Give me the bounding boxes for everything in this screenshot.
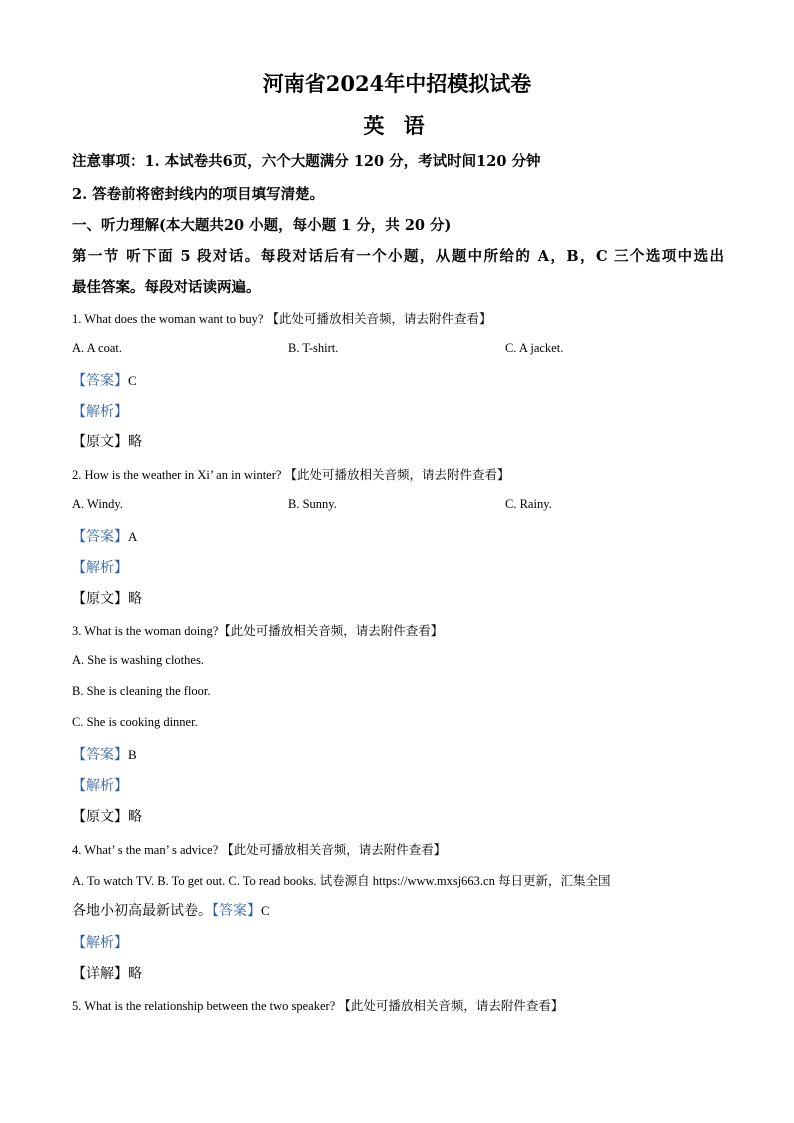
- question-3-option-a: A. She is washing clothes.: [72, 653, 204, 667]
- question-5-stem: 5. What is the relationship between the two speaker? 【此处可播放相关音频，请去附件查看】: [72, 999, 564, 1013]
- part-instruction-line-2: 最佳答案。每段对话读两遍。: [72, 279, 261, 296]
- question-4-analysis: 【解析】: [72, 935, 128, 951]
- question-1-stem: 1. What does the woman want to buy? 【此处可播放相关音频，请去附件查看】: [72, 312, 492, 326]
- question-1-option-a: A. A coat.: [72, 341, 122, 355]
- question-1-original: 【原文】略: [72, 434, 142, 450]
- question-2-analysis: 【解析】: [72, 560, 128, 576]
- question-1-answer: 【答案】C: [72, 373, 137, 389]
- question-3-option-c: C. She is cooking dinner.: [72, 715, 198, 729]
- subject-title: 英 语: [363, 113, 431, 138]
- notes-line-1: 注意事项：1. 本试卷共6页，六个大题满分 120 分，考试时间120 分钟: [72, 153, 541, 170]
- question-2-stem: 2. How is the weather in Xi’ an in winter? 【此处可播放相关音频，请去附件查看】: [72, 468, 510, 482]
- question-2-option-a: A. Windy.: [72, 497, 123, 511]
- question-1-option-b: B. T-shirt.: [288, 341, 339, 355]
- question-3-analysis: 【解析】: [72, 778, 128, 794]
- question-4-stem: 4. What’ s the man’ s advice? 【此处可播放相关音频，请去附件查看】: [72, 843, 447, 857]
- question-4-options-line-2: 各地小初高最新试卷。【答案】C: [72, 903, 270, 919]
- part-instruction-line-1: 第一节 听下面 5 段对话。每段对话后有一个小题，从题中所给的 A，B，C 三个选项中选出: [72, 248, 724, 265]
- question-2-answer: 【答案】A: [72, 529, 138, 545]
- question-4-options: A. To watch TV. B. To get out. C. To read books. 试卷源自 https://www.mxsj663.cn 每日更新，汇集全国: [72, 874, 611, 888]
- question-2-option-b: B. Sunny.: [288, 497, 337, 511]
- question-1-analysis: 【解析】: [72, 404, 128, 420]
- question-3-option-b: B. She is cleaning the floor.: [72, 684, 211, 698]
- notes-line-2: 2. 答卷前将密封线内的项目填写清楚。: [72, 186, 325, 203]
- question-3-original: 【原文】略: [72, 809, 142, 825]
- question-4-detail: 【详解】略: [72, 966, 142, 982]
- exam-title: 河南省2024年中招模拟试卷: [262, 71, 532, 96]
- question-3-stem: 3. What is the woman doing?【此处可播放相关音频，请去附件查看】: [72, 624, 444, 638]
- question-3-answer: 【答案】B: [72, 747, 137, 763]
- question-2-original: 【原文】略: [72, 591, 142, 607]
- section-title: 一、听力理解(本大题共20 小题，每小题 1 分，共 20 分): [72, 217, 452, 234]
- question-1-option-c: C. A jacket.: [505, 341, 564, 355]
- question-2-option-c: C. Rainy.: [505, 497, 552, 511]
